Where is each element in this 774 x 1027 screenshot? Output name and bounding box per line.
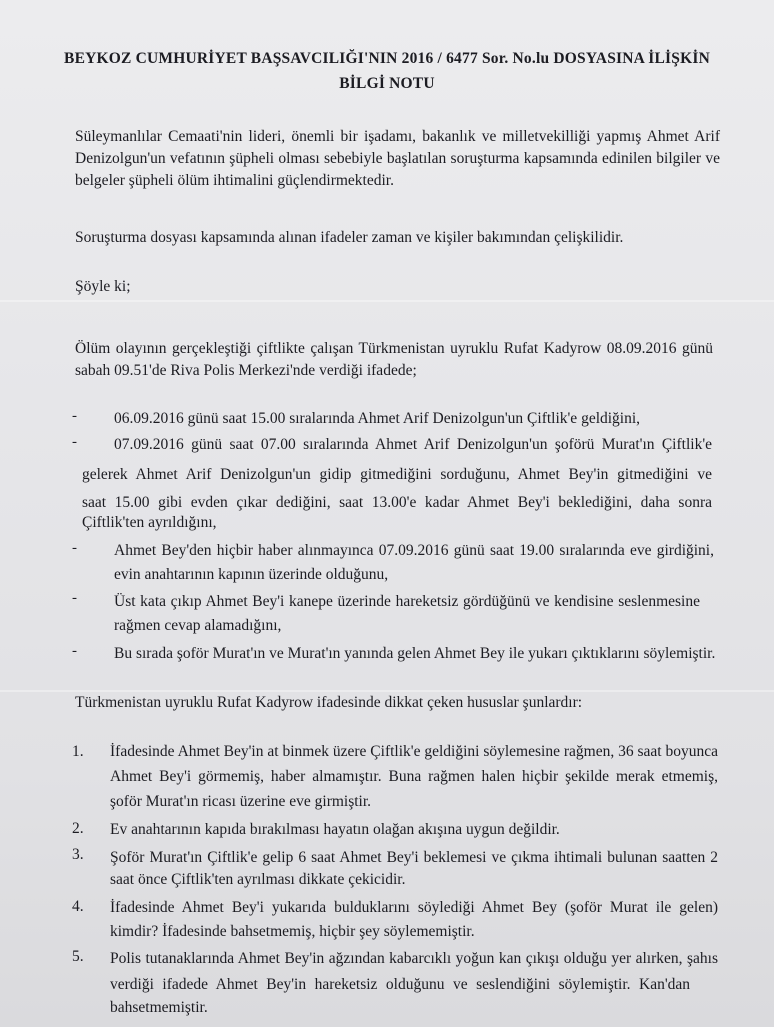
- point-line: bahsetmemiştir.: [110, 999, 208, 1016]
- bullet-line: rağmen cevap alamadığını,: [114, 617, 282, 634]
- point-line: Ev anahtarının kapıda bırakılması hayatın olağan akışına uygun değildir.: [110, 821, 560, 838]
- point-line: Polis tutanaklarında Ahmet Bey'in ağzından kabarcıklı yoğun kan çıkışı olduğu yer alırken, şahıs: [110, 950, 718, 967]
- bullet-marker: -: [72, 408, 77, 424]
- point-line: verdiği ifadede Ahmet Bey'in hareketsiz olduğunu ve seslendiğini söylemiştir. Kan'dan: [110, 976, 690, 993]
- bullet-marker: -: [72, 434, 77, 450]
- point-line: İfadesinde Ahmet Bey'in at binmek üzere Çiftlik'e geldiğini söylemesine rağmen, 36 saat boyunca: [110, 743, 718, 760]
- point-line: İfadesinde Ahmet Bey'i yukarıda bulduklarını söylediği Ahmet Bey (şoför Murat ile gelen): [110, 899, 718, 916]
- bullet-line: Ahmet Bey'den hiçbir haber alınmayınca 07.09.2016 günü saat 19.00 sıralarında eve girdiğini,: [114, 542, 714, 559]
- bullet-line: Üst kata çıkıp Ahmet Bey'i kanepe üzerinde hareketsiz gördüğünü ve kendisine seslenmesine: [114, 593, 700, 610]
- point-line: kimdir? İfadesinde bahsetmemiş, hiçbir şey söylememiştir.: [110, 923, 475, 940]
- point-line: saat önce Çiftlik'ten ayrılması dikkate çekicidir.: [110, 871, 406, 888]
- point-number: 1.: [72, 743, 84, 760]
- document-subtitle: BİLGİ NOTU: [339, 75, 435, 92]
- bullet-line: evin anahtarının kapının üzerinde olduğunu,: [114, 566, 389, 583]
- paper-fold: [0, 300, 774, 302]
- paper-fold: [0, 690, 774, 692]
- point-number: 4.: [72, 898, 84, 915]
- point-number: 3.: [72, 846, 84, 863]
- bullet-marker: -: [72, 540, 77, 556]
- point-line: Şoför Murat'ın Çiftlik'e gelip 6 saat Ahmet Bey'i beklemesi ve çıkma ihtimali bulunan saatten 2: [110, 849, 718, 866]
- soyle-ki: Şöyle ki;: [75, 278, 131, 295]
- point-number: 2.: [72, 820, 84, 837]
- bullet-line: saat 15.00 gibi evden çıkar dediğini, saat 13.00'e kadar Ahmet Bey'i beklediğini, daha sonra: [82, 494, 712, 511]
- statement-intro-line: sabah 09.51'de Riva Polis Merkezi'nde verdiği ifadede;: [75, 362, 417, 379]
- bullet-marker: -: [72, 643, 77, 659]
- bullet-marker: -: [72, 590, 77, 606]
- bullet-line: gelerek Ahmet Arif Denizolgun'un gidip gitmediğini sorduğunu, Ahmet Bey'in gitmediğini ve: [82, 466, 712, 483]
- point-number: 5.: [72, 948, 84, 965]
- bullet-line: Bu sırada şoför Murat'ın ve Murat'ın yanında gelen Ahmet Bey ile yukarı çıktıklarını söylemiştir.: [114, 645, 716, 662]
- statement-intro-line: Ölüm olayının gerçekleştiği çiftlikte çalışan Türkmenistan uyruklu Rufat Kadyrow 08.09.2016 günü: [75, 340, 713, 357]
- bullet-line: 06.09.2016 günü saat 15.00 sıralarında Ahmet Arif Denizolgun'un Çiftlik'e geldiğini,: [114, 410, 641, 427]
- bullet-line: Çiftlik'ten ayrıldığını,: [82, 514, 217, 531]
- points-intro: Türkmenistan uyruklu Rufat Kadyrow ifadesinde dikkat çeken hususlar şunlardır:: [75, 694, 583, 711]
- contradiction-paragraph: Soruşturma dosyası kapsamında alınan ifadeler zaman ve kişiler bakımından çelişkilidir.: [75, 229, 624, 246]
- intro-paragraph: Süleymanlılar Cemaati'nin lideri, önemli bir işadamı, bakanlık ve milletvekilliği yapmış Ahmet Arif Denizolgun'un vefatının şüpheli olması sebebiyle başlatılan soruşturma kapsamında edinilen bilgiler ve belgeler şüpheli ölüm ihtimalini güçlendirmektedir.: [75, 128, 720, 189]
- bullet-line: 07.09.2016 günü saat 07.00 sıralarında Ahmet Arif Denizolgun'un şoförü Murat'ın Çiftlik'e: [114, 436, 712, 453]
- document-title: BEYKOZ CUMHURİYET BAŞSAVCILIĞI'NIN 2016 / 6477 Sor. No.lu DOSYASINA İLİŞKİN: [64, 50, 710, 67]
- point-line: şoför Murat'ın ricası üzerine eve girmiştir.: [110, 793, 372, 810]
- point-line: Ahmet Bey'i görmemiş, haber almamıştır. Buna rağmen halen hiçbir şekilde merak etmemiş,: [110, 768, 718, 785]
